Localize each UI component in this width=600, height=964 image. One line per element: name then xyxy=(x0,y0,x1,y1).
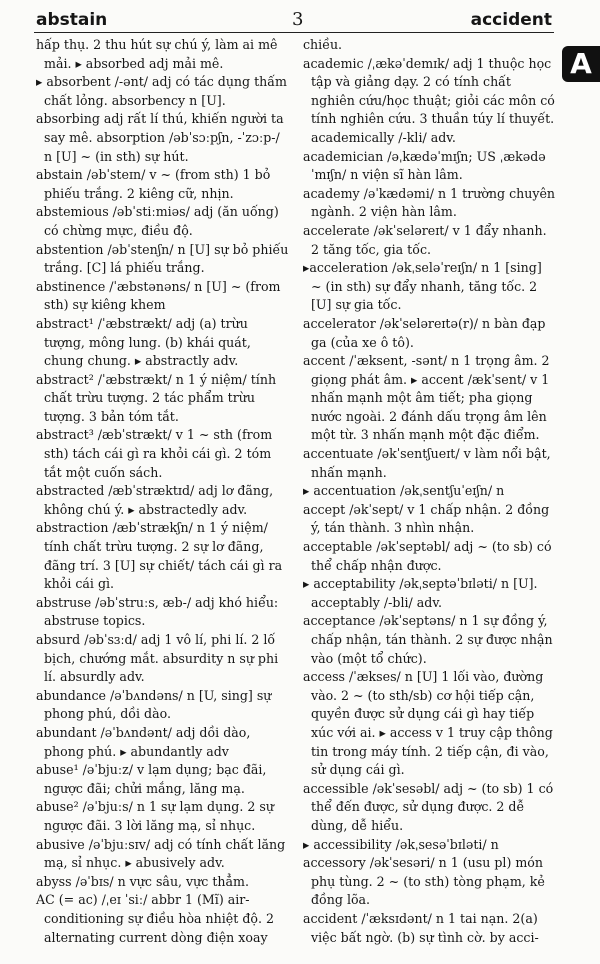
dictionary-entry: ▸ accessibility /əkˌsesəˈbɪləti/ n xyxy=(303,836,499,852)
dictionary-entry: abusive /əˈbjuːsɪv/ adj có tính chất lăng mạ, sỉ nhục. ▸ abusively adv. xyxy=(36,836,286,871)
dictionary-entry: academician /əˌkædəˈmɪʃn; US ˌækədəˈmɪʃn/ n viện sĩ hàn lâm. xyxy=(303,148,546,183)
letter-thumb-tab: A xyxy=(562,46,600,82)
header-rule xyxy=(34,32,554,33)
dictionary-entry: accent /ˈæksent, -sənt/ n 1 trọng âm. 2 giọng phát âm. ▸ accent /ækˈsent/ v 1 nhấn mạnh một âm tiết; pha giọng nước ngoài. 2 đánh dấu trọng âm lên một từ. 3 nhấn mạnh một đặc điểm. xyxy=(303,353,550,443)
dictionary-entry: accelerate /əkˈseləreɪt/ v 1 đẩy nhanh. 2 tăng tốc, gia tốc. xyxy=(303,222,547,257)
dictionary-entry: access /ˈækses/ n [U] 1 lối vào, đường vào. 2 ~ (to sth/sb) cơ hội tiếp cận, quyền được sử dụng cái gì hay tiếp xúc với ai. ▸ access v 1 truy cập thông tin trong máy tính. 2 tiếp cận, đi vào, sử dụng cái gì. xyxy=(303,669,553,778)
dictionary-entry: abstracted /æbˈstræktɪd/ adj lơ đãng, không chú ý. ▸ abstractedly adv. xyxy=(36,483,274,517)
right-guide-word: accident xyxy=(470,10,552,30)
dictionary-entry: abstemious /əbˈstiːmiəs/ adj (ăn uống) có chừng mực, điều độ. xyxy=(36,204,279,238)
dictionary-entry: academy /əˈkædəmi/ n 1 trường chuyên ngành. 2 viện hàn lâm. xyxy=(303,185,556,220)
left-guide-word: abstain xyxy=(36,10,108,30)
dictionary-entry: acceptance /əkˈseptəns/ n 1 sự đồng ý, chấp nhận, tán thành. 2 sự được nhận vào (một tổ chức). xyxy=(303,613,553,666)
dictionary-entry: abstraction /æbˈstrækʃn/ n 1 ý niệm/ tính chất trừu tượng. 2 sự lơ đãng, đãng trí. 3 [U] sự chiết/ tách cái gì ra khỏi cái gì. xyxy=(36,520,283,592)
dictionary-entry: abundant /əˈbʌndənt/ adj dồi dào, phong phú. ▸ abundantly adv xyxy=(36,724,251,759)
right-column xyxy=(303,36,556,947)
dictionary-entry: accelerator /əkˈseləreɪtə(r)/ n bàn đạp ga (của xe ô tô). xyxy=(303,315,546,350)
dictionary-entry: chiều. xyxy=(303,37,343,52)
dictionary-entry: acceptable /əkˈseptəbl/ adj ~ (to sb) có thể chấp nhận được. xyxy=(303,539,552,573)
dictionary-entry: ▸acceleration /əkˌseləˈreɪʃn/ n 1 [sing] ~ (in sth) sự đẩy nhanh, tăng tốc. 2 [U] sự gia tốc. xyxy=(303,260,542,313)
dictionary-entry: abyss /əˈbɪs/ n vực sâu, vực thẳm. xyxy=(36,873,249,889)
dictionary-entry: accident /ˈæksɪdənt/ n 1 tai nạn. 2(a) việc bất ngờ. (b) sự tình cờ. by acci- xyxy=(303,910,539,945)
dictionary-entry: abuse² /əˈbjuːs/ n 1 sự lạm dụng. 2 sự ngược đãi. 3 lời lăng mạ, sỉ nhục. xyxy=(36,799,274,833)
dictionary-entry: abstain /əbˈsteɪn/ v ~ (from sth) 1 bỏ phiếu trắng. 2 kiêng cữ, nhịn. xyxy=(36,167,271,201)
dictionary-entry: abundance /əˈbʌndəns/ n [U, sing] sự phong phú, dồi dào. xyxy=(36,687,272,722)
page-header xyxy=(0,0,600,34)
dictionary-entry: abuse¹ /əˈbjuːz/ v lạm dụng; bạc đãi, ngược đãi; chửi mắng, lăng mạ. xyxy=(36,762,267,796)
dictionary-entry: ▸ accentuation /əkˌsentʃuˈeɪʃn/ n xyxy=(303,483,505,499)
dictionary-entry: ▸ acceptability /əkˌseptəˈbɪləti/ n [U]. acceptably /-bli/ adv. xyxy=(303,576,538,610)
dictionary-entry: abstract² /ˈæbstrækt/ n 1 ý niệm/ tính chất trừu tượng. 2 tác phẩm trừu tượng. 3 bản tóm tắt. xyxy=(36,371,277,424)
dictionary-entry: accessory /əkˈsesəri/ n 1 (usu pl) món phụ tùng. 2 ~ (to sth) tòng phạm, kẻ đồng lõa. xyxy=(303,855,545,908)
dictionary-entry: abstract¹ /ˈæbstrækt/ adj (a) trừu tượng, mông lung. (b) khái quát, chung chung. ▸ abstractly adv. xyxy=(36,315,251,369)
dictionary-entry: absurd /əbˈsɜːd/ adj 1 vô lí, phi lí. 2 lố bịch, chướng mắt. absurdity n sự phi lí. absurdly adv. xyxy=(36,632,279,685)
dictionary-entry: AC (= ac) /ˌeɪ ˈsiː/ abbr 1 (Mĩ) air-conditioning sự điều hòa nhiệt độ. 2 alternating current dòng điện xoay xyxy=(36,892,274,945)
dictionary-entry: abstract³ /æbˈstrækt/ v 1 ~ sth (from sth) tách cái gì ra khỏi cái gì. 2 tóm tắt một cuốn sách. xyxy=(36,427,273,480)
dictionary-entry: accept /əkˈsept/ v 1 chấp nhận. 2 đồng ý, tán thành. 3 nhìn nhận. xyxy=(303,501,550,536)
dictionary-entry: academic /ˌækəˈdemɪk/ adj 1 thuộc học tập và giảng dạy. 2 có tính chất nghiên cứu/học thuật; giỏi các môn có tính nghiên cứu. 3 thuần túy lí thuyết. academically /-kli/ adv. xyxy=(303,55,555,145)
dictionary-entry: ▸ absorbent /-ənt/ adj có tác dụng thấm chất lỏng. absorbency n [U]. xyxy=(36,74,287,108)
dictionary-entry: abstention /əbˈstenʃn/ n [U] sự bỏ phiếu trắng. [C] lá phiếu trắng. xyxy=(36,241,289,276)
dictionary-entry: abstruse /əbˈstruːs, æb-/ adj khó hiểu: abstruse topics. xyxy=(36,594,279,629)
left-column xyxy=(36,36,289,947)
dictionary-entry: accessible /əkˈsesəbl/ adj ~ (to sb) 1 có thể đến được, sử dụng được. 2 dễ dùng, dễ hiểu. xyxy=(303,780,554,833)
dictionary-entry: abstinence /ˈæbstənəns/ n [U] ~ (from sth) sự kiêng khem xyxy=(36,278,281,313)
page-number: 3 xyxy=(292,9,304,30)
dictionary-entry: absorbing adj rất lí thú, khiến người ta say mê. absorption /əbˈsɔːpʃn, -ˈzɔːp-/ n [U] ~ (in sth) sự hút. xyxy=(36,111,284,164)
dictionary-entry: accentuate /əkˈsentʃueɪt/ v làm nổi bật, nhấn mạnh. xyxy=(303,446,551,480)
dictionary-entry: hấp thụ. 2 thu hút sự chú ý, làm ai mê mải. ▸ absorbed adj mải mê. xyxy=(36,37,278,71)
